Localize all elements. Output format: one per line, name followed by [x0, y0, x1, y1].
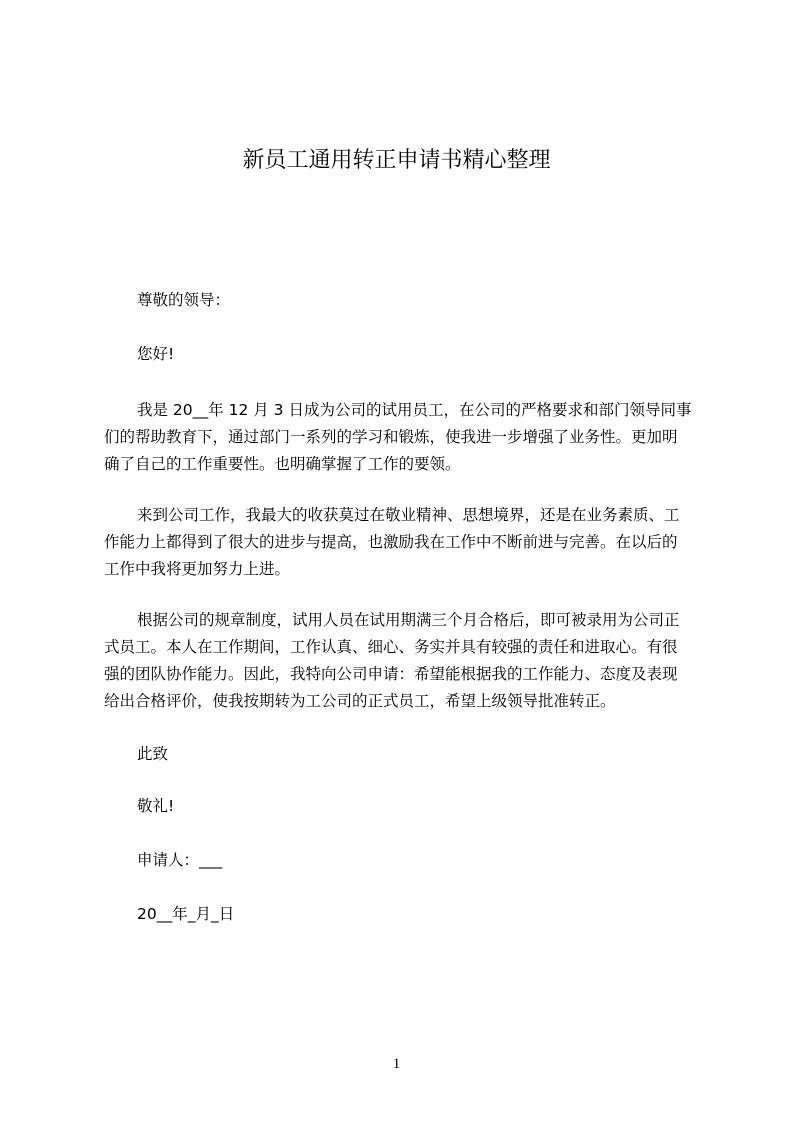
paragraph-3-line: 强的团队协作能力。因此，我特向公司申请：希望能根据我的工作能力、态度及表现 [104, 665, 678, 683]
document-title: 新员工通用转正申请书精心整理 [242, 148, 551, 173]
date-line: 20__年_月_日 [137, 905, 235, 923]
paragraph-1-line: 我是 20__年 12 月 3 日成为公司的试用员工，在公司的严格要求和部门领导同事 [137, 401, 692, 419]
paragraph-1-line: 们的帮助教育下，通过部门一系列的学习和锻炼，使我进一步增强了业务性。更加明 [104, 428, 678, 446]
paragraph-2-line: 工作中我将更加努力上进。 [104, 560, 291, 578]
paragraph-2-line: 来到公司工作，我最大的收获莫过在敬业精神、思想境界，还是在业务素质、工 [137, 506, 680, 524]
paragraph-3-line: 给出合格评价，使我按期转为工公司的正式员工，希望上级领导批准转正。 [104, 692, 616, 710]
paragraph-1-line: 确了自己的工作重要性。也明确掌握了工作的要领。 [104, 455, 461, 473]
paragraph-3-line: 根据公司的规章制度，试用人员在试用期满三个月合格后，即可被录用为公司正 [137, 611, 680, 629]
paragraph-3-line: 式员工。本人在工作期间，工作认真、细心、务实并具有较强的责任和进取心。有很 [104, 638, 678, 656]
applicant-line: 申请人：___ [137, 851, 223, 869]
page-number: 1 [392, 1056, 401, 1072]
closing-jingli: 敬礼! [137, 797, 175, 815]
paragraph-2-line: 作能力上都得到了很大的进步与提高，也激励我在工作中不断前进与完善。在以后的 [104, 533, 678, 551]
closing-cizhi: 此致 [137, 745, 169, 763]
salutation: 尊敬的领导： [137, 291, 231, 309]
greeting: 您好! [137, 345, 175, 363]
